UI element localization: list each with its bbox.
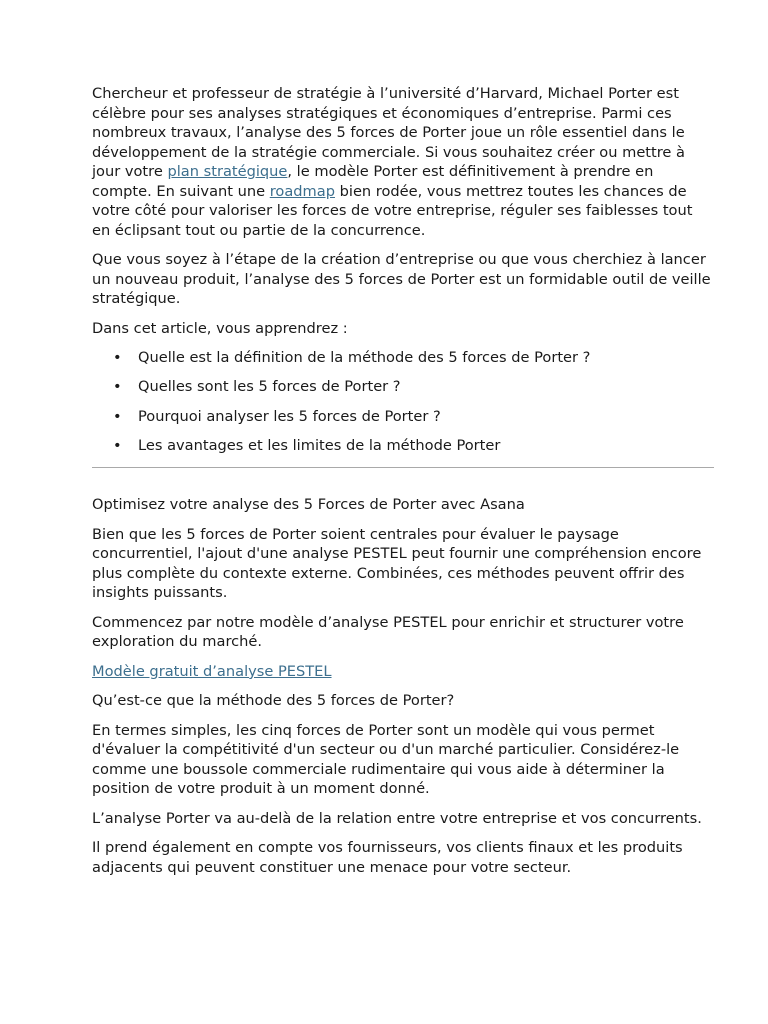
article-outline-list: [92, 348, 714, 455]
list-item-label: Pourquoi analyser les 5 forces de Porter ?: [138, 407, 441, 425]
bullet-icon: •: [113, 436, 122, 454]
pestel-intro-paragraph: Commencez par notre modèle d’analyse PESTEL pour enrichir et structurer votre exploration du marché.: [92, 613, 684, 651]
pestel-paragraph: Bien que les 5 forces de Porter soient centrales pour évaluer le paysage concurrentiel, l'ajout d'une analyse PESTEL peut fournir une compréhension encore plus complète du contexte externe. Combinées, ces méthodes peuvent offrir des insights puissants.: [92, 525, 702, 602]
list-item: [92, 348, 714, 368]
list-item-label: Quelle est la définition de la méthode des 5 forces de Porter ?: [138, 349, 591, 366]
list-item-label: Les avantages et les limites de la méthode Porter: [138, 436, 501, 454]
bullet-icon: •: [113, 378, 122, 396]
section-divider: [92, 467, 714, 468]
definition-question: Qu’est-ce que la méthode des 5 forces de Porter?: [92, 692, 455, 710]
list-item: [92, 377, 714, 397]
intro-paragraph-2: Que vous soyez à l’étape de la création d’entreprise ou que vous cherchiez à lancer un nouveau produit, l’analyse des 5 forces de Porter est un formidable outil de veille stratégique.: [92, 251, 711, 307]
document-page: [92, 84, 714, 887]
intro-text-b: , le modèle Porter est définitivement à prendre en compte. En suivant une: [92, 163, 654, 200]
bullet-icon: •: [113, 349, 122, 366]
scope-paragraph: Il prend également en compte vos fournisseurs, vos clients finaux et les produits adjacents qui peuvent constituer une menace pour votre secteur.: [92, 839, 683, 876]
plan-strategique-link[interactable]: plan stratégique: [167, 163, 288, 180]
definition-paragraph: En termes simples, les cinq forces de Porter sont un modèle qui vous permet d'évaluer la compétitivité d'un secteur ou d'un marché particulier. Considérez-le comme une boussole commerciale rudimentaire qui vous aide à déterminer la position de votre produit à un moment donné.: [92, 721, 680, 798]
list-item: [92, 407, 714, 427]
bullet-icon: •: [113, 407, 122, 425]
section-heading: Optimisez votre analyse des 5 Forces de Porter avec Asana: [92, 496, 525, 514]
intro-text-c: bien rodée, vous mettrez toutes les chances de votre côté pour valoriser les forces de votre entreprise, réguler ses faiblesses tout en éclipsant tout ou partie de la concurrence.: [92, 182, 693, 239]
intro-paragraph: [92, 84, 714, 240]
pestel-link-paragraph: [92, 662, 714, 682]
roadmap-link[interactable]: roadmap: [269, 182, 335, 200]
list-item-label: Quelles sont les 5 forces de Porter ?: [138, 378, 401, 396]
beyond-paragraph: L’analyse Porter va au-delà de la relation entre votre entreprise et vos concurrents.: [92, 809, 702, 827]
article-lead-in: Dans cet article, vous apprendrez :: [92, 319, 348, 337]
intro-text-a: Chercheur et professeur de stratégie à l’université d’Harvard, Michael Porter est célèbre pour ses analyses stratégiques et économiques d’entreprise. Parmi ces nombreux travaux, l’analyse des 5 forces de Porter joue un rôle essentiel dans le développement de la stratégie commerciale. Si vous souhaitez créer ou mettre à jour votre: [92, 85, 685, 180]
list-item: [92, 436, 714, 456]
pestel-template-link[interactable]: Modèle gratuit d’analyse PESTEL: [92, 662, 332, 680]
